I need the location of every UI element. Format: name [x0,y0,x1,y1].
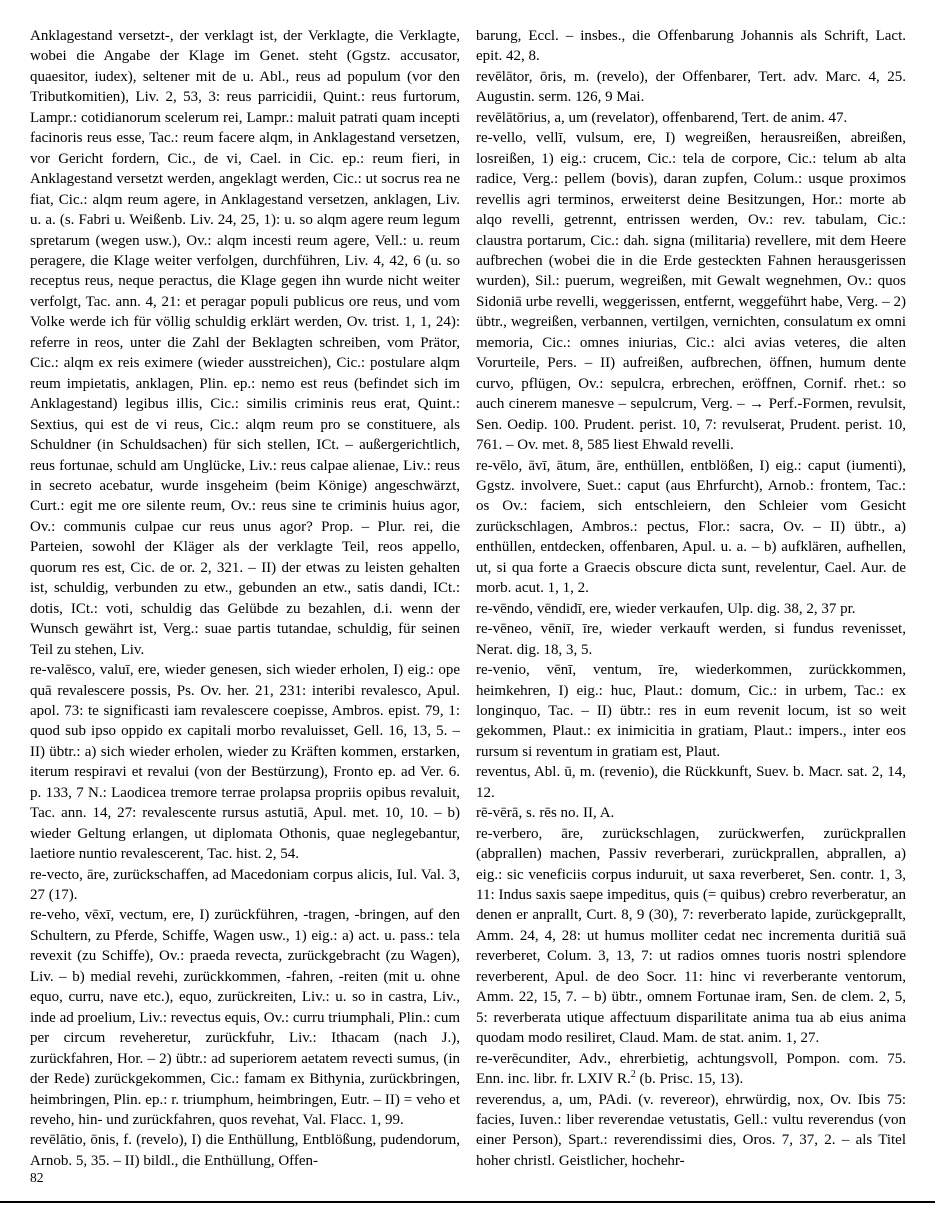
entry-re-vera: rē-vērā, s. rēs no. II, A. [476,805,615,822]
entry-re-vello: re-vello, vellī, vulsum, ere, I) wegreißen, herausreißen, abreißen, losreißen, 1) eig.: crucem, Cic.: tela de corpore, Cic.: telum ab alta radice, Verg.: pellem (bovis), daran zupfen, Colum.: usque proximos revellis agri terminos, erweiterst deine Besitzungen, Hor.: morte ab alqo revelli, getrennt, entrissen werden, Ov.: rev. tabulam, Cic.: claustra portarum, Cic.: dah. signa (militaria) revellere, mit dem Heere aufbrechen (wobei die in die Erde gesteckten Fahnen herausgerissen wurden), Sil.: puerum, wegreißen, mit Gewalt wegnehmen, Ov.: quos Sidoniā urbe revelli, weggerissen, entfernt, weggeführt habe, Verg. – 2) übtr., wegreißen, verbannen, vertilgen, vernichten, consulatum ex omni memoria, Cic.: omnes iniurias, Cic.: alci avias veteres, die alten Vorurteile, Pers. – II) aufreißen, aufbrechen, öffnen, humum dente curvo, pflügen, Ov.: sepulcra, erbrechen, eröffnen, Cornif. rhet.: so auch cinerem manesve – sepulcrum, Verg. – → Perf.-Formen, revulsit, Sen. Oedip. 100. Prudent. perist. 10, 7: revulserat, Prudent. perist. 10, 761. – Ov. met. 8, 585 liest Ehwald revelli. [476,130,906,454]
right-column [476,26,906,1176]
bottom-rule [0,1201,935,1203]
entry-reus-continued: Anklagestand versetzt-, der verklagt ist, der Verklagte, die Verklagte, wobei die Angabe der Klage im Genet. steht (Ggstz. accusator, quaesitor, iudex), seltener mit de u. Abl., reus ad populum (vor den Tributkomitien), Liv. 2, 53, 3: reus parricidii, Quint.: reus furtorum, Lampr.: cotidianorum scelerum rei, Lampr.: maluit patrati quam incepti facinoris reus esse, Tac.: reum facere alqm, in Anklagestand versetzen, vor Gericht fordern, Cic., de vi, Cael. in Cic. ep.: reum fieri, in Anklagestand versetzt werden, angeklagt werden, Cic.: ut socrus rea ne fiat, Cic.: alqm reum agere, in Anklagestand versetzen, anklagen, Liv. u. a. (s. Fabri u. Weißenb. Liv. 24, 25, 1): u. so alqm agere reum legum spretarum (wegen usw.), Ov.: alqm incesti reum agere, Vell.: u. reum peragere, die Klage weiter verfolgen, durchführen, Liv. 4, 42, 6 (u. so receptus reus, neque peractus, die Klage gegen ihn wurde nicht weiter verfolgt, Tac. ann. 4, 21: et peragar populi publicus ore reus, und vom Volke werde ich für völlig schuldig erklärt werden, Ov. trist. 1, 1, 24): referre in reos, unter die Zahl der Beklagten schreiben, vom Prätor, Cic.: alqm ex reis eximere (wieder ausstreichen), Cic.: postulare alqm reum impietatis, anklagen, Plin. ep.: nemo est reus (befindet sich im Anklagestand) legibus illis, Cic.: similis criminis reus erat, Quint.: Sextius, qui est de vi reus, Cic.: alqm reum pro se constituere, als Schuldner (in Schuldsachen) für sich stellen, ICt. – außergerichtlich, reus fortunae, schuld am Unglücke, Liv.: reus calpae alienae, Liv.: reus in secreto acebatur, wurde insgeheim (beim Könige) angeschwärzt, Curt.: egit me ore silente reum, Ov.: reus sine te criminis huius agor, Ov.: communis culpae cur reus unus agor? Prop. – Plur. rei, die Parteien, sowohl der Kläger als der verklagte Teil, reos appello, quorum res est, Cic. de or. 2, 321. – II) der etwas zu leisten gehalten ist, schuldig, verbunden zu etw., gebunden an etw., satis dandi, ICt.: dotis, ICt.: voti, schuldig das Gelübde zu bezahlen, d.i. wenn der Wunsch gewährt ist, Verg.: suae partis tutandae, schuldig, für seinen Teil zu stehen, Liv. [30,28,460,658]
entry-re-vecto: re-vecto, āre, zurückschaffen, ad Macedoniam corpus alicis, Iul. Val. 3, 27 (17). [30,866,460,904]
entry-re-valesco: re-valēsco, valuī, ere, wieder genesen, sich wieder erholen, I) eig.: ope quā revalescere possis, Ps. Ov. her. 21, 231: interibi revalesco, Apul. apol. 73: te significasti iam revalescere coepisse, Ambros. epist. 79, 1: quod sub ipso oppido ex capitali morbo revaluisset, Gell. 16, 13, 5. – II) übtr.: a) sich wieder erholen, wieder zu Kräften kommen, erstarken, iterum respiravi et revalui (von der Bestürzung), Fronto ep. ad Ver. 6. p. 133, 7 N.: Laodicea tremore terrae prolapsa propriis opibus revaluit, Tac. ann. 14, 27: revalescente rursus astutiā, Apul. met. 10, 10. – b) wieder Geltung erlangen, ut diplomata Othonis, quae neglegebantur, laetiore nuntio revalescerent, Tac. hist. 2, 54. [30,662,460,863]
entry-revelatio: revēlātio, ōnis, f. (revelo), I) die Enthüllung, Entblößung, pudendorum, Arnob. 5, 35. – II) bildl., die Enthüllung, Offen- [30,1132,460,1169]
entry-re-venio: re-venio, vēnī, ventum, īre, wiederkommen, zurückkommen, heimkehren, I) eig.: huc, Plaut.: domum, Cic.: in urbem, Tac.: ex longinquo, Tac. – II) übtr.: res in eum revenit locum, ist so weit gekommen, Plaut.: ex inimicitia in gratiam, Plaut.: impers., inter eos rursum si reventum in gratiam est, Plaut. [476,662,906,760]
page-footer [30,1170,44,1186]
entry-re-verbero: re-verbero, āre, zurückschlagen, zurückwerfen, zurückprallen (abprallen) machen, Passiv reverberari, zurückprallen, abprallen, a) eig.: sic veneficiis corpus induruit, ut saxa reverberet, Sen. contr. 1, 3, 11: Indus saxis saepe impeditus, quis (= quibus) crebro reverberatur, an denen er anprallt, Curt. 8, 9 (30), 7: reverberato lapide, zurückgeprallt, Amm. 24, 4, 28: ut humus molliter cedat nec incrementa duritiā suā reverberet, Colum. 3, 13, 7: ut radios omnes tuoris nostri splendore reverberent, Apul. de deo Socr. 11: hinc vi reverberante ventorum, Amm. 22, 15, 7. – b) übtr., omnem Fortunae iram, Sen. de clem. 2, 5, 5: reverberata utique affectuum disparilitate anima tua ab eius anima quodam modo resiliret, Claud. Mam. de stat. anim. 1, 27. [476,825,906,1047]
entry-reverendus: reverendus, a, um, PAdi. (v. revereor), ehrwürdig, nox, Ov. Ibis 75: facies, Iuven.: liber reverendae vetustatis, Gell.: vultu reverendus (von einer Person), Spart.: reverendissimi dies, Oros. 7, 37, 2. – als Titel hoher christl. Geistlicher, hochehr- [476,1091,906,1169]
entry-re-veho: re-veho, vēxī, vectum, ere, I) zurückführen, -tragen, -bringen, auf den Schultern, zu Pferde, Schiffe, Wagen usw., 1) eig.: a) act. u. pass.: tela revexit (zu Schiffe), Ov.: praeda revecta, zurückgebracht (zu Wagen), Liv. – b) medial revehi, zurückkommen, -fahren, -reiten (mit u. ohne equo, curru, nave etc.), equo, zurückreiten, Liv.: u. so in castra, Liv., inde ad proelium, Liv.: revectus equis, Ov.: curru triumphali, Plin.: cum per circum reveheretur, zurückfuhr, Liv.: Ithacam (nach J.), zurückfahren, Hor. – 2) übtr.: ad superiorem aetatem revecti sumus, (in der Rede) zurückgekommen, Cic.: famam ex Bithynia, zurückbringen, heimbringen, Plin. ep.: r. triumphum, heimbringen, Eutr. – II) = veho et reveho, hin- und zurückfahren, quos revehat, Val. Flacc. 1, 99. [30,907,460,1129]
entry-revelator: revēlātor, ōris, m. (revelo), der Offenbarer, Tert. adv. Marc. 4, 25. Augustin. serm. 126, 9 Mai. [476,68,906,106]
entry-re-velo: re-vēlo, āvī, ātum, āre, enthüllen, entblößen, I) eig.: caput (iumenti), Ggstz. involvere, Suet.: caput (aus Ehrfurcht), Arnob.: frontem, Tac.: os Ov.: faciem, sich entschleiern, den Schleier vom Gesicht zurückschlagen, Ambros.: pectus, Flor.: sacra, Ov. – II) übtr., a) enthüllen, entdecken, offenbaren, Apul. u. a. – b) aufklären, aufhellen, ut, si qua forte a Graecis obscure dicta sunt, revelentur, Cael. Aur. de morb. acut. 1, 1, 2. [476,457,906,597]
text-columns [30,26,906,1176]
entry-re-vendo: re-vēndo, vēndidī, ere, wieder verkaufen, Ulp. dig. 38, 2, 37 pr. [476,600,856,617]
entry-reventus: reventus, Abl. ū, m. (revenio), die Rückkunft, Suev. b. Macr. sat. 2, 14, 12. [476,764,906,801]
entry-revelatio-continued: barung, Eccl. – insbes., die Offenbarung Johannis als Schrift, Lact. epit. 42, 8. [476,28,906,65]
entry-revelatorius: revēlātōrius, a, um (revelator), offenbarend, Tert. de anim. 47. [476,109,848,126]
left-column [30,26,460,1176]
entry-re-verecunditer: re-verēcunditer, Adv., ehrerbietig, achtungsvoll, Pompon. com. 75. Enn. inc. libr. fr. LXIV R.$^2$ (b. Prisc. 15, 13). [476,1050,906,1088]
entry-re-veneo: re-vēneo, vēniī, īre, wieder verkauft werden, si fundus revenisset, Nerat. dig. 18, 3, 5. [476,621,906,658]
page-number: 82 [30,1170,44,1185]
